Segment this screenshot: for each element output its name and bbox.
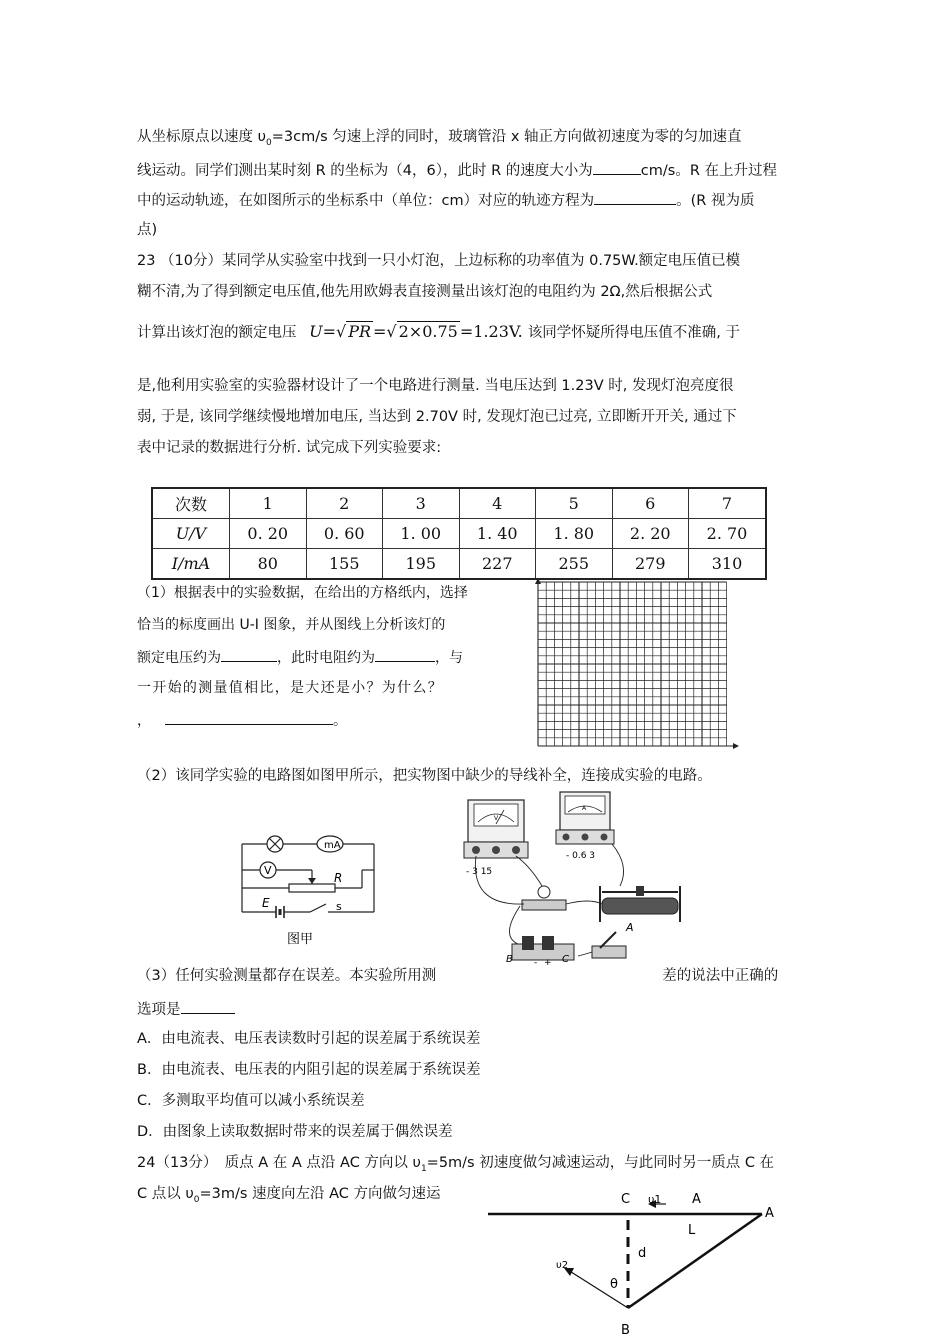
voltmeter-icon bbox=[464, 800, 528, 858]
battery-label: E bbox=[262, 896, 270, 910]
ammeter-scale-label: - 0.6 3 bbox=[566, 851, 596, 861]
answer-blank-reason[interactable] bbox=[165, 709, 333, 725]
answer-blank-speed[interactable] bbox=[593, 159, 641, 175]
distance-d-label: d bbox=[638, 1246, 647, 1261]
table-row-current bbox=[152, 549, 766, 580]
switch-label: s bbox=[336, 900, 342, 913]
table-cell: 5 bbox=[536, 488, 613, 519]
ammeter-icon bbox=[556, 792, 614, 844]
part1-line-2: 恰当的标度画出 U-I 图象，并从图线上分析该灯的 bbox=[137, 617, 446, 633]
table-cell: 0. 60 bbox=[306, 519, 383, 549]
graph-y-arrow bbox=[535, 578, 541, 584]
part3-line-1: （3）任何实验测量都存在误差。本实验所用测 差的说法中正确的 bbox=[137, 968, 779, 984]
rated-voltage-formula: U=√ PR =√ 2×0.75 =1.23V. bbox=[309, 322, 523, 341]
part3-option-c: C．多测取平均值可以减小系统误差 bbox=[137, 1093, 365, 1109]
rheostat-terminal-a: A bbox=[626, 921, 634, 934]
table-header-trial: 次数 bbox=[152, 488, 230, 519]
table-cell: 3 bbox=[383, 488, 460, 519]
table-cell: 310 bbox=[689, 549, 767, 580]
table-cell: 80 bbox=[230, 549, 307, 580]
table-cell: 6 bbox=[612, 488, 689, 519]
ammeter-label: mA bbox=[324, 840, 341, 851]
part2-line-1: （2）该同学实验的电路图如图甲所示，把实物图中缺少的导线补全，连接成实验的电路。 bbox=[137, 768, 712, 784]
table-header-current: I/mA bbox=[152, 549, 230, 580]
table-cell: 1. 40 bbox=[459, 519, 536, 549]
part1-line-5: ， 。 bbox=[137, 709, 347, 731]
point-b-label: B bbox=[621, 1323, 630, 1338]
circuit-diagram bbox=[232, 826, 382, 948]
battery-minus: - bbox=[534, 958, 538, 968]
table-header-voltage: U/V bbox=[152, 519, 230, 549]
switch-icon bbox=[592, 932, 626, 958]
table-cell: 1. 00 bbox=[383, 519, 460, 549]
q23-line-2: 糊不清,为了得到额定电压值,他先用欧姆表直接测量出该灯泡的电阻约为 2Ω,然后根据公式 bbox=[137, 284, 713, 300]
point-c-label: C bbox=[621, 1192, 631, 1207]
voltmeter-label: V bbox=[264, 864, 272, 877]
u2-label: υ2 bbox=[556, 1260, 569, 1271]
table-row-trial bbox=[152, 488, 766, 519]
intro-line-1: 从坐标原点以速度 $\upsilon_0=3cm/s$ 匀速上浮的同时，玻璃管沿 x 轴正方向做初速度为零的匀加速直 bbox=[137, 129, 742, 148]
part3-option-d: D．由图象上读取数据时带来的误差属于偶然误差 bbox=[137, 1124, 453, 1140]
answer-blank-rated-voltage[interactable] bbox=[221, 646, 277, 662]
motion-figure bbox=[480, 1184, 800, 1340]
battery-plus: + bbox=[544, 958, 552, 968]
q24-line-2: C 点以 $\upsilon_0=3m/s$ 速度向左沿 AC 方向做匀速运 bbox=[137, 1186, 441, 1205]
table-cell: 2 bbox=[306, 488, 383, 519]
table-cell: 2. 70 bbox=[689, 519, 767, 549]
battery-terminal-c: C bbox=[562, 954, 569, 965]
graph-paper[interactable] bbox=[530, 578, 740, 754]
u1-label: υ1 bbox=[648, 1193, 662, 1206]
intro-line-3: 中的运动轨迹，在如图所示的坐标系中（单位：cm）对应的轨迹方程为 。(R 视为质 bbox=[137, 189, 754, 211]
part1-line-1: （1）根据表中的实验数据，在给出的方格纸内，选择 bbox=[137, 585, 468, 601]
point-a-label: A bbox=[765, 1206, 774, 1221]
part1-line-4: 一开始的测量值相比，是大还是小？为什么？ bbox=[137, 680, 443, 696]
table-cell: 279 bbox=[612, 549, 689, 580]
q24-line-1: 24（13分） 质点 A 在 A 点沿 AC 方向以 $\upsilon_1=5m/s$ 初速度做匀减速运动，与此同时另一质点 C 在 bbox=[137, 1155, 775, 1174]
part3-option-b: B．由电流表、电压表的内阻引起的误差属于系统误差 bbox=[137, 1062, 481, 1078]
svg-text:V: V bbox=[494, 815, 499, 822]
intro-line-2: 线运动。同学们测出某时刻 R 的坐标为（4，6），此时 R 的速度大小为 cm/s。R 在上升过程 bbox=[137, 159, 777, 181]
q23-line-3: 计算出该灯泡的额定电压 U=√ PR =√ 2×0.75 =1.23V. 该同学怀疑所得电压值不准确, 于 bbox=[137, 322, 741, 341]
table-cell: 2. 20 bbox=[612, 519, 689, 549]
svg-text:A: A bbox=[582, 805, 587, 812]
table-cell: 4 bbox=[459, 488, 536, 519]
measurement-table bbox=[151, 487, 767, 580]
answer-blank-trajectory[interactable] bbox=[594, 189, 676, 205]
length-l-label: L bbox=[688, 1223, 696, 1238]
table-cell: 255 bbox=[536, 549, 613, 580]
answer-blank-choice[interactable] bbox=[181, 998, 235, 1014]
rheostat-label: R bbox=[334, 871, 343, 885]
lamp-holder-icon bbox=[522, 886, 566, 910]
intro-line-4: 点) bbox=[137, 222, 158, 238]
circuit-caption: 图甲 bbox=[287, 932, 314, 947]
table-cell: 1 bbox=[230, 488, 307, 519]
graph-x-arrow bbox=[733, 743, 739, 749]
q23-line-1: 23 （10分）某同学从实验室中找到一只小灯泡，上边标称的功率值为 0.75W.额定电压值已模 bbox=[137, 253, 741, 269]
q23-line-4: 是,他利用实验室的实验器材设计了一个电路进行测量. 当电压达到 1.23V 时, 发现灯泡亮度很 bbox=[137, 378, 734, 394]
part3-line-2: 选项是 bbox=[137, 998, 235, 1020]
table-cell: 0. 20 bbox=[230, 519, 307, 549]
voltmeter-scale-label: - 3 15 bbox=[466, 867, 493, 877]
table-cell: 227 bbox=[459, 549, 536, 580]
table-cell: 1. 80 bbox=[536, 519, 613, 549]
apparatus-drawing bbox=[460, 786, 700, 966]
table-cell: 155 bbox=[306, 549, 383, 580]
table-cell: 7 bbox=[689, 488, 767, 519]
q23-line-6: 表中记录的数据进行分析. 试完成下列实验要求: bbox=[137, 440, 442, 456]
answer-blank-resistance[interactable] bbox=[375, 646, 435, 662]
rheostat-icon bbox=[600, 886, 680, 922]
part1-line-3: 额定电压约为 ，此时电阻约为 ，与 bbox=[137, 646, 463, 668]
table-row-voltage bbox=[152, 519, 766, 549]
table-cell: 195 bbox=[383, 549, 460, 580]
angle-theta-label: θ bbox=[610, 1277, 618, 1292]
battery-terminal-b: B bbox=[506, 954, 513, 965]
point-a-top-label: A bbox=[692, 1192, 701, 1207]
velocity-u2-vector bbox=[568, 1270, 628, 1308]
q23-line-5: 弱, 于是, 该同学继续慢地增加电压, 当达到 2.70V 时, 发现灯泡已过亮, 立即断开开关, 通过下 bbox=[137, 409, 737, 425]
part3-option-a: A．由电流表、电压表读数时引起的误差属于系统误差 bbox=[137, 1031, 481, 1047]
